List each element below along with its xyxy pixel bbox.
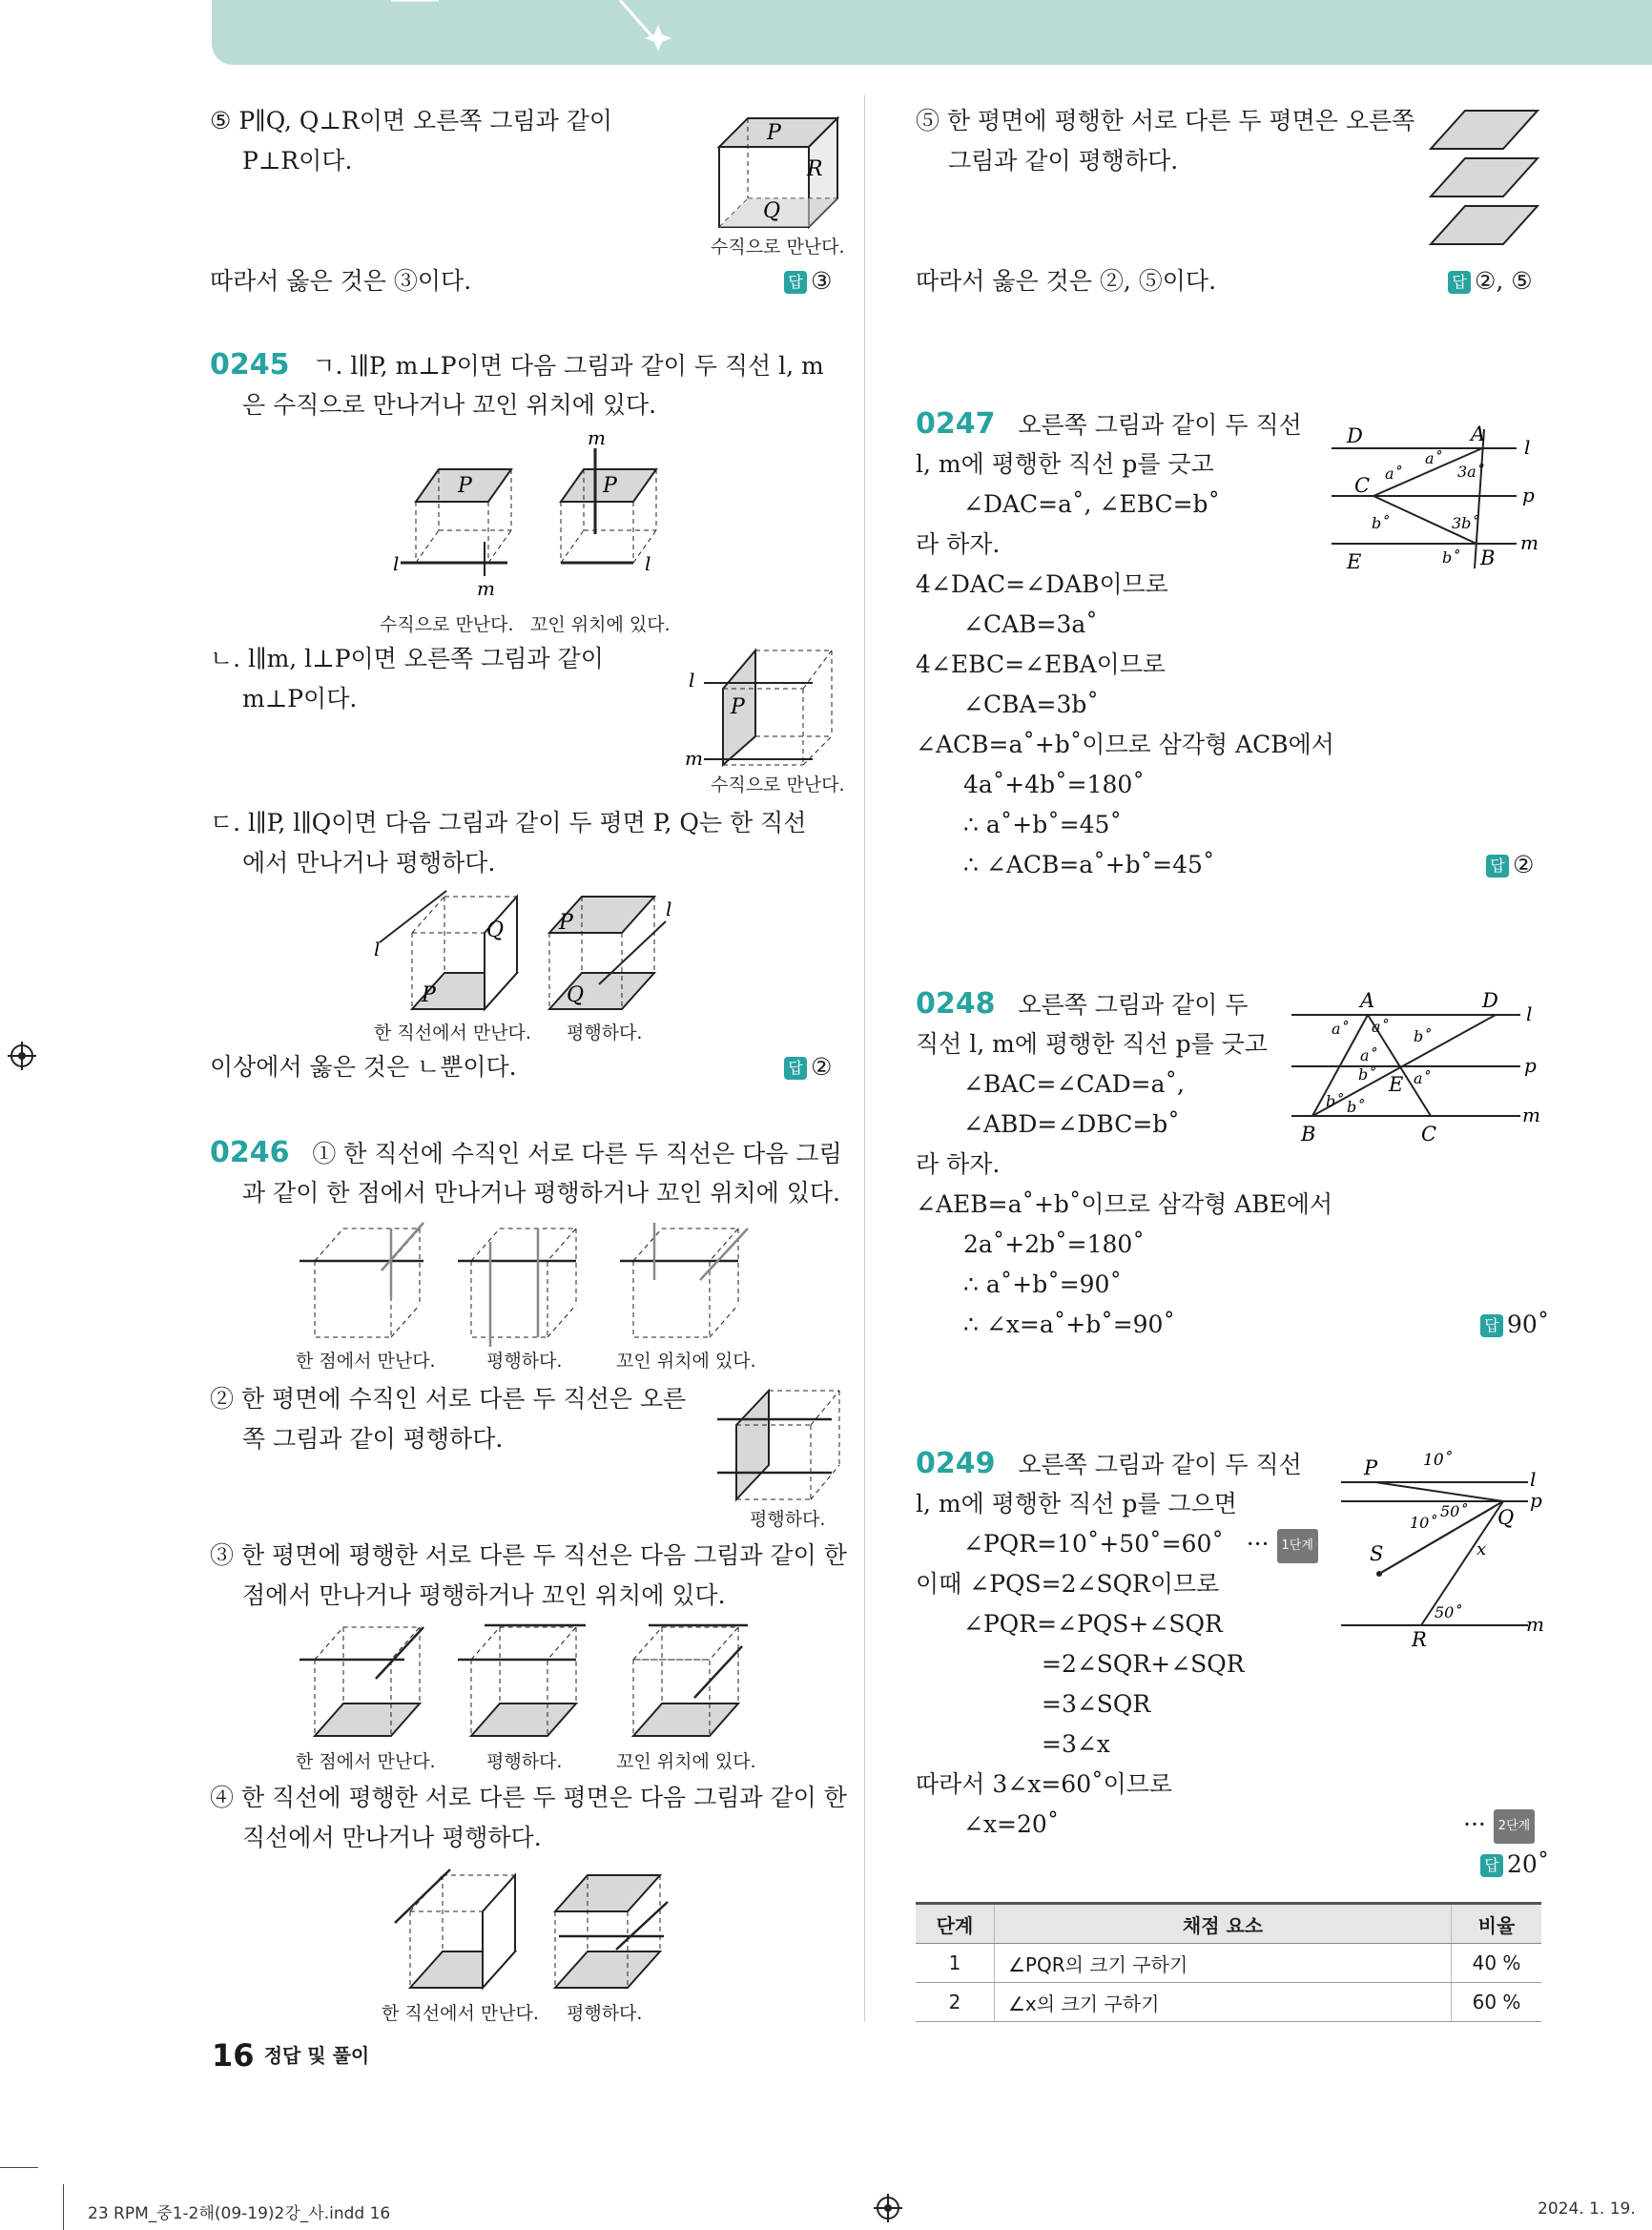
svg-text:m: m [685, 747, 703, 770]
p248-line-0: 0248 오른쪽 그림과 같이 두 [916, 987, 1249, 1021]
svg-text:x: x [1476, 1539, 1487, 1559]
svg-text:b˚: b˚ [1326, 1092, 1344, 1110]
svg-text:Q: Q [486, 919, 505, 942]
svg-text:Q: Q [1497, 1506, 1515, 1529]
left-item5-line2: P⊥R이다. [242, 147, 353, 175]
p248-line-4: 라 하자. [916, 1150, 1001, 1178]
p247-figure [1326, 420, 1545, 572]
svg-text:l: l [374, 938, 381, 960]
svg-text:A: A [1471, 423, 1486, 445]
p249-answer: 답 20˚ [1480, 1850, 1549, 1878]
p245-answer: 답 ② [784, 1053, 832, 1081]
crop-mark [63, 2184, 64, 2230]
p246-i2-caption: 평행하다. [750, 1509, 826, 1530]
svg-text:m: m [477, 577, 495, 600]
header-star-decoration [382, 0, 687, 65]
p246-i1-caption1: 한 점에서 만난다. [296, 1351, 436, 1372]
svg-text:B: B [1480, 547, 1496, 569]
svg-text:P: P [559, 911, 573, 935]
svg-text:l: l [689, 669, 695, 692]
p247-line-9: 4a˚+4b˚=180˚ [963, 771, 1145, 798]
svg-text:50˚: 50˚ [1435, 1603, 1462, 1621]
p247-line-4: 4∠DAC=∠DAB이므로 [916, 570, 1168, 598]
answer-icon: 답 [784, 271, 807, 294]
p246-line-1a: 0246 ① 한 직선에 수직인 서로 다른 두 직선은 다음 그림 [210, 1136, 842, 1169]
p247-line-8: ∠ACB=a˚+b˚이므로 삼각형 ACB에서 [916, 731, 1334, 758]
page-footer-label [212, 2037, 369, 2074]
left-item5-caption: 수직으로 만난다. [711, 237, 845, 258]
svg-text:l: l [393, 552, 400, 575]
p246-i4-caption2: 평행하다. [567, 2003, 643, 2024]
svg-text:A: A [1360, 989, 1375, 1012]
svg-text:3a˚: 3a˚ [1457, 463, 1484, 481]
p245-c-caption1: 한 직선에서 만난다. [374, 1022, 531, 1043]
p247-line-2: ∠DAC=a˚, ∠EBC=b˚ [963, 490, 1221, 518]
svg-text:C: C [1354, 474, 1371, 497]
p249-line-8: 따라서 3∠x=60˚이므로 [916, 1770, 1173, 1798]
svg-text:P: P [1364, 1456, 1378, 1479]
svg-text:m: m [1520, 531, 1538, 554]
p246-i4-caption1: 한 직선에서 만난다. [382, 2003, 539, 2024]
svg-text:m: m [1526, 1613, 1544, 1636]
svg-text:P: P [422, 983, 436, 1007]
svg-text:10˚: 10˚ [1410, 1514, 1437, 1532]
p245-line-a2: 은 수직으로 만나거나 꼬인 위치에 있다. [242, 391, 657, 419]
svg-text:B: B [1301, 1123, 1316, 1146]
p246-number: 0246 [210, 1136, 290, 1169]
col-criteria: 채점 요소 [995, 1904, 1452, 1944]
col-ratio: 비율 [1452, 1904, 1542, 1944]
column-divider [864, 95, 865, 2022]
p248-line-3: ∠ABD=∠DBC=b˚ [963, 1110, 1180, 1138]
p247-line-1: l, m에 평행한 직선 p를 긋고 [916, 450, 1214, 478]
svg-text:l: l [1530, 1468, 1537, 1491]
svg-text:p: p [1524, 1054, 1537, 1077]
svg-text:E: E [1347, 550, 1362, 573]
right-item5-line1: ⑤ 한 평면에 평행한 서로 다른 두 평면은 오른쪽 [916, 107, 1415, 134]
p245-b-figure [685, 645, 837, 769]
svg-text:D: D [1347, 424, 1363, 447]
p248-answer: 답 90˚ [1480, 1311, 1549, 1338]
p249-line-2: ∠PQR=10˚+50˚=60˚ ··· 1단계 [963, 1528, 1318, 1563]
p249-line-4: ∠PQR=∠PQS+∠SQR [963, 1610, 1223, 1638]
right-item5-line2: 그림과 같이 평행하다. [948, 147, 1179, 175]
svg-text:a˚: a˚ [1414, 1069, 1431, 1087]
table-row: 1 ∠PQR의 크기 구하기 40 % [916, 1944, 1541, 1983]
p245-a-figures [393, 426, 679, 600]
p248-line-8: ∴ ∠x=a˚+b˚=90˚ [963, 1311, 1175, 1338]
svg-text:p: p [1530, 1489, 1542, 1512]
p249-line-7: =3∠x [1042, 1730, 1110, 1758]
right-item5-planes-figure [1427, 107, 1541, 250]
svg-text:P: P [767, 121, 781, 145]
svg-text:p: p [1522, 484, 1535, 506]
svg-text:a˚: a˚ [1425, 449, 1442, 467]
p246-line-2b: 쪽 그림과 같이 평행하다. [242, 1425, 504, 1453]
left-answer-prev: 답 ③ [784, 267, 832, 295]
p248-line-7: ∴ a˚+b˚=90˚ [963, 1270, 1122, 1298]
answer-icon: 답 [1448, 271, 1471, 294]
p245-line-b1: ㄴ. l∥m, l⊥P이면 오른쪽 그림과 같이 [210, 645, 604, 672]
svg-text:Q: Q [567, 983, 585, 1007]
registration-mark-bottom-icon [874, 2194, 902, 2222]
p246-i3-figures [299, 1621, 757, 1745]
p249-line-6: =3∠SQR [1042, 1690, 1151, 1718]
p245-line-c1: ㄷ. l∥P, l∥Q이면 다음 그림과 같이 두 평면 P, Q는 한 직선 [210, 809, 807, 836]
svg-text:C: C [1421, 1123, 1437, 1146]
p248-line-5: ∠AEB=a˚+b˚이므로 삼각형 ABE에서 [916, 1190, 1333, 1218]
svg-text:b˚: b˚ [1358, 1065, 1376, 1084]
left-item5-line1: ⑤ P∥Q, Q⊥R이면 오른쪽 그림과 같이 [210, 107, 613, 134]
p246-line-3b: 점에서 만나거나 평행하거나 꼬인 위치에 있다. [242, 1581, 726, 1609]
left-item5-cube-figure [713, 99, 837, 233]
p247-answer: 답 ② [1486, 851, 1534, 878]
p249-line-9: ∠x=20˚ [963, 1810, 1060, 1838]
right-conclusion-prev: 따라서 옳은 것은 ②, ⑤이다. [916, 267, 1217, 295]
p246-i3-caption2: 평행하다. [486, 1751, 563, 1772]
p249-line-1: l, m에 평행한 직선 p를 그으면 [916, 1490, 1237, 1518]
scoring-table [916, 1902, 1541, 2022]
p247-number: 0247 [916, 407, 996, 441]
p246-line-2a: ② 한 평면에 수직인 서로 다른 두 직선은 오른 [210, 1385, 687, 1413]
p246-line-4b: 직선에서 만나거나 평행하다. [242, 1824, 542, 1851]
p246-line-1b: 과 같이 한 점에서 만나거나 평행하거나 꼬인 위치에 있다. [242, 1179, 840, 1207]
right-answer-prev: 답 ②, ⑤ [1448, 267, 1533, 295]
p246-line-4a: ④ 한 직선에 평행한 서로 다른 두 평면은 다음 그림과 같이 한 [210, 1784, 847, 1811]
p247-line-7: ∠CBA=3b˚ [963, 691, 1099, 718]
svg-text:a˚: a˚ [1332, 1020, 1349, 1038]
svg-text:P: P [458, 474, 472, 498]
p248-line-1: 직선 l, m에 평행한 직선 p를 긋고 [916, 1030, 1268, 1058]
svg-text:P: P [603, 474, 617, 498]
p246-i3-caption1: 한 점에서 만난다. [296, 1751, 436, 1772]
p245-conclusion: 이상에서 옳은 것은 ㄴ뿐이다. [210, 1053, 517, 1081]
footer-file: 23 RPM_중1-2해(09-19)2강_사.indd 16 [88, 2204, 391, 2223]
svg-text:R: R [1412, 1628, 1427, 1651]
p249-number: 0249 [916, 1447, 996, 1480]
p246-i2-figure [717, 1381, 841, 1501]
page-title: 정답 및 풀이 [263, 2044, 370, 2067]
p247-line-6: 4∠EBC=∠EBA이므로 [916, 650, 1167, 678]
col-step: 단계 [916, 1904, 995, 1944]
p246-line-3a: ③ 한 평면에 평행한 서로 다른 두 직선은 다음 그림과 같이 한 [210, 1541, 847, 1569]
p246-i1-caption3: 꼬인 위치에 있다. [616, 1351, 756, 1372]
svg-text:m: m [588, 426, 606, 449]
p247-line-5: ∠CAB=3a˚ [963, 610, 1098, 638]
p247-line-3: 라 하자. [916, 530, 1001, 558]
svg-text:D: D [1482, 989, 1498, 1012]
svg-text:m: m [1522, 1104, 1540, 1126]
p246-i1-figures [299, 1223, 757, 1347]
p248-number: 0248 [916, 987, 996, 1021]
p248-line-2: ∠BAC=∠CAD=a˚, [963, 1070, 1185, 1098]
svg-text:b˚: b˚ [1347, 1098, 1365, 1116]
page-number: 16 [212, 2037, 255, 2074]
p248-figure [1288, 988, 1545, 1150]
p249-figure [1335, 1448, 1555, 1658]
answer-icon: 답 [1480, 1314, 1503, 1337]
crop-mark [0, 2167, 38, 2168]
answer-icon: 답 [784, 1057, 807, 1080]
p246-i1-caption2: 평행하다. [486, 1351, 563, 1372]
p245-line-c2: 에서 만나거나 평행하다. [242, 849, 496, 877]
p245-c-caption2: 평행하다. [567, 1022, 643, 1043]
registration-mark-icon [8, 1042, 36, 1070]
svg-text:l: l [1526, 1002, 1533, 1025]
p245-a-caption2: 꼬인 위치에 있다. [530, 614, 671, 635]
svg-text:a˚: a˚ [1372, 1018, 1389, 1036]
footer-date: 2024. 1. 19. [1538, 2199, 1636, 2219]
left-conclusion-prev: 따라서 옳은 것은 ③이다. [210, 267, 472, 295]
p247-line-10: ∴ a˚+b˚=45˚ [963, 811, 1122, 838]
p247-line-11: ∴ ∠ACB=a˚+b˚=45˚ [963, 851, 1215, 878]
svg-text:a˚: a˚ [1360, 1046, 1377, 1064]
p245-c-figures [374, 891, 679, 1015]
p246-i3-caption3: 꼬인 위치에 있다. [616, 1751, 756, 1772]
p245-line-b2: m⊥P이다. [242, 685, 358, 712]
answer-icon: 답 [1486, 855, 1509, 878]
svg-text:l: l [666, 898, 672, 920]
answer-icon: 답 [1480, 1854, 1503, 1877]
p249-line-0: 0249 오른쪽 그림과 같이 두 직선 [916, 1447, 1302, 1480]
p245-line-a1: 0245 ㄱ. l∥P, m⊥P이면 다음 그림과 같이 두 직선 l, m [210, 348, 824, 382]
svg-text:b˚: b˚ [1442, 548, 1460, 567]
step1-badge: 1단계 [1277, 1529, 1318, 1563]
svg-text:b˚: b˚ [1372, 514, 1390, 532]
svg-text:10˚: 10˚ [1423, 1451, 1453, 1470]
svg-text:S: S [1370, 1542, 1384, 1565]
p245-b-caption: 수직으로 만난다. [711, 774, 845, 795]
p245-number: 0245 [210, 348, 290, 382]
svg-text:E: E [1389, 1073, 1404, 1096]
scoring-table-header [916, 1904, 1541, 1944]
p249-step2: ··· 2단계 [1463, 1808, 1535, 1844]
svg-text:R: R [807, 157, 823, 181]
svg-text:3b˚: 3b˚ [1452, 514, 1479, 532]
p245-a-caption1: 수직으로 만난다. [380, 614, 514, 635]
svg-text:P: P [731, 695, 745, 719]
svg-text:l: l [1524, 436, 1531, 459]
svg-text:b˚: b˚ [1414, 1027, 1432, 1045]
p248-line-6: 2a˚+2b˚=180˚ [963, 1230, 1145, 1258]
p249-line-5: =2∠SQR+∠SQR [1042, 1650, 1245, 1678]
svg-text:50˚: 50˚ [1440, 1502, 1468, 1520]
p247-line-0: 0247 오른쪽 그림과 같이 두 직선 [916, 407, 1302, 441]
svg-text:l: l [645, 552, 651, 575]
svg-text:Q: Q [763, 199, 781, 223]
p249-line-3: 이때 ∠PQS=2∠SQR이므로 [916, 1570, 1220, 1598]
step2-badge: 2단계 [1494, 1809, 1535, 1844]
p246-i4-figures [391, 1869, 677, 1995]
table-row: 2 ∠x의 크기 구하기 60 % [916, 1983, 1541, 2022]
svg-text:a˚: a˚ [1385, 465, 1402, 483]
